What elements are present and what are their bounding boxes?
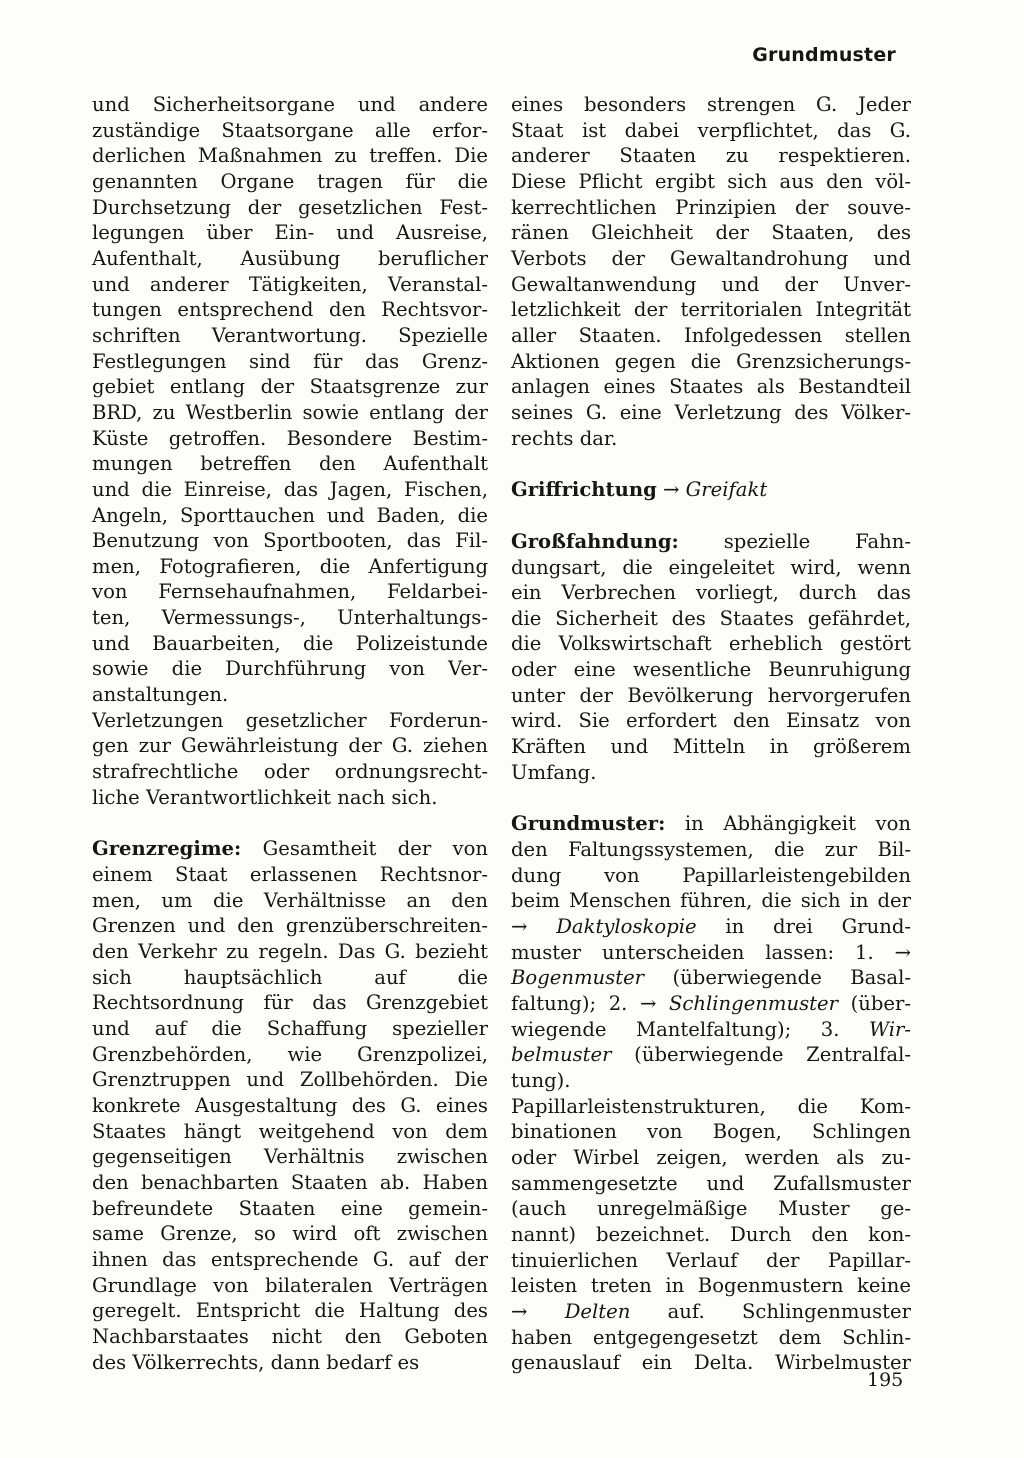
text-line: anlagen eines Staates als Bestandteil	[511, 375, 911, 399]
text-line: Gewaltanwendung und der Unver-	[511, 272, 911, 296]
text-line: eines besonders strengen G. Jeder	[511, 93, 911, 116]
paragraph-continuation	[511, 92, 911, 451]
text-line: anderer Staaten zu respektieren.	[511, 144, 911, 168]
text-line: befreundete Staaten eine gemein-	[92, 1196, 488, 1220]
text-line: den benachbarten Staaten ab. Haben	[92, 1170, 488, 1194]
text-line: Grundlage von bilateralen Verträgen	[92, 1273, 488, 1297]
paragraph-violations	[92, 708, 488, 811]
entry-grundmuster: Grundmuster: in Abhängigkeit von den Faltungssystemen, die zur Bil- dung von Papillarleistengebilden beim Menschen führen, die sich in der → Daktyloskopie in drei Grund- muster unterscheiden lassen: 1. → Bogenmuster (überwiegende Basal- faltung); 2. → Schlingenmuster (über- wiegende Mantelfaltung); 3. Wir- belmuster (überwiegende Zentralfal- tung).	[511, 812, 912, 1092]
arrow-icon: →	[511, 915, 557, 939]
text-line: mungen betreffen den Aufenthalt	[92, 452, 488, 476]
text-line: von Fernsehaufnahmen, Feldarbei-	[92, 580, 488, 604]
text-line: die Volkswirtschaft erheblich gestört	[511, 632, 911, 656]
entry-term: Großfahndung:	[511, 529, 679, 553]
paragraph-border-regulations	[92, 92, 488, 708]
entry-term: Grundmuster:	[511, 812, 666, 836]
page-number: 195	[867, 1369, 904, 1391]
text-line: und Bauarbeiten, die Polizeistunde	[92, 631, 488, 655]
text-line: Verletzungen gesetzlicher Forderun-	[92, 708, 488, 732]
cross-reference: belmuster	[511, 1043, 612, 1067]
text-line: strafrechtliche oder ordnungsrecht-	[92, 760, 488, 784]
cross-reference: Delten	[564, 1299, 631, 1323]
text-line: Angeln, Sporttauchen und Baden, die	[92, 503, 488, 527]
text-line: des Völkerrechts, dann bedarf es	[92, 1350, 420, 1374]
text-line: Grenzbehörden, wie Grenzpolizei,	[92, 1042, 488, 1066]
text-line: ein Verbrechen vorliegt, durch das	[511, 581, 911, 605]
arrow-icon: →	[656, 478, 686, 502]
text-line: ten, Vermessungs-, Unterhaltungs-	[92, 606, 488, 630]
text-line: Kräften und Mitteln in größerem	[511, 735, 911, 759]
cross-reference: Wir-	[868, 1017, 911, 1041]
left-column	[92, 92, 488, 1375]
text-line: Aktionen gegen die Grenzsicherungs-	[511, 349, 911, 373]
cross-reference: Greifakt	[685, 478, 768, 502]
text-line: liche Verantwortlichkeit nach sich.	[92, 785, 438, 809]
text-line: Umfang.	[511, 760, 597, 784]
text-line: oder eine wesentliche Beunruhigung	[511, 658, 911, 682]
text-line: Rechtsordnung für das Grenzgebiet	[92, 991, 488, 1015]
text-line: sich hauptsächlich auf die	[92, 965, 488, 989]
text-line: gen zur Gewährleistung der G. ziehen	[92, 734, 488, 758]
text-line: und anderer Tätigkeiten, Veranstal-	[92, 272, 488, 296]
cross-reference: Daktyloskopie	[556, 915, 697, 939]
text-line: Verbots der Gewaltandrohung und	[511, 246, 911, 270]
entry-term: Grenzregime:	[92, 837, 242, 861]
text-line: ränen Gleichheit der Staaten, des	[511, 221, 911, 245]
right-column	[511, 92, 911, 1376]
text-line: same Grenze, so wird oft zwischen	[92, 1222, 488, 1246]
text-line: Küste getroffen. Besondere Bestim-	[92, 426, 488, 450]
text-line: und Sicherheitsorgane und andere	[92, 93, 488, 116]
text-line: gegenseitigen Verhältnis zwischen	[92, 1145, 488, 1169]
text-line: Durchsetzung der gesetzlichen Fest-	[92, 195, 488, 219]
text-line: und auf die Schaffung spezieller	[92, 1016, 488, 1040]
running-head: Grundmuster	[752, 44, 896, 66]
cross-reference: Schlingenmuster	[669, 992, 839, 1015]
text-line: legungen über Ein- und Ausreise,	[92, 221, 488, 245]
text-line: tungen entsprechend den Rechtsvor-	[92, 298, 488, 322]
entry-griffrichtung	[511, 477, 911, 503]
text-line: rechts dar.	[511, 426, 618, 450]
cross-reference: Bogenmuster	[511, 966, 645, 990]
text-line: Nachbarstaates nicht den Geboten	[92, 1324, 488, 1348]
text-line: BRD, zu Westberlin sowie entlang der	[92, 400, 488, 424]
text-line: anstaltungen.	[92, 683, 229, 707]
text-line: Festlegungen sind für das Grenz-	[92, 349, 488, 373]
text-line: genannten Organe tragen für die	[92, 169, 488, 193]
text-line: sowie die Durchführung von Ver-	[92, 657, 488, 681]
text-line: kerrechtlichen Prinzipien der souve-	[511, 195, 911, 219]
text-line: letzlichkeit der territorialen Integrität	[511, 298, 911, 322]
text-line: Staates hängt weitgehend von dem	[92, 1119, 488, 1143]
text-line: aller Staaten. Infolgedessen stellen	[511, 323, 911, 347]
text-line: dungsart, die eingeleitet wird, wenn	[511, 555, 911, 579]
entry-grenzregime: Grenzregime: Gesamtheit der von einem Staat erlassenen Rechtsnor- men, um die Verhältnisse an den Grenzen und den grenzüberschreiten- den Verkehr zu regeln. Das G. bezieht sich hauptsächlich auf die Rechtsordnung für das Grenzgebiet und auf die Schaffung spezieller Grenzbehörden, wie Grenzpolizei, Grenztruppen und Zollbehörden. Die konkrete Ausgestaltung des G. eines Staates hängt weitgehend von dem gegenseitigen Verhältnis zwischen den benachbarten Staaten ab. Haben befreundete Staaten eine gemein- same Grenze, so wird oft zwischen ihnen das entsprechende G. auf der Grundlage von bilateralen Verträgen geregelt. Entspricht die Haltung des Nachbarstaates nicht den Geboten des Völkerrechts, dann bedarf es	[92, 837, 488, 1374]
text-line: zuständige Staatsorgane alle erfor-	[92, 118, 488, 142]
text-line: Staat ist dabei verpflichtet, das G.	[511, 118, 911, 142]
text-line: seines G. eine Verletzung des Völker-	[511, 400, 911, 424]
text-line: Aufenthalt, Ausübung beruflicher	[92, 246, 488, 270]
text-line: die Sicherheit des Staates gefährdet,	[511, 606, 911, 630]
text-line: ihnen das entsprechende G. auf der	[92, 1247, 488, 1271]
text-line: unter der Bevölkerung hervorgerufen	[511, 683, 911, 707]
text-line: Grenztruppen und Zollbehörden. Die	[92, 1068, 488, 1092]
paragraph-papillary-structures: Papillarleistenstrukturen, die Kom- binationen von Bogen, Schlingen oder Wirbel zeigen, werden als zu- sammengesetzte und Zufallsmuster (auch unregelmäßige Muster ge- nannt) bezeichnet. Durch den kon- tinuierlichen Verlauf der Papillar- leisten treten in Bogenmustern keine → Delten auf. Schlingenmuster haben entgegengesetzt dem Schlin- genauslauf ein Delta. Wirbelmuster	[511, 1094, 911, 1375]
text-line: konkrete Ausgestaltung des G. eines	[92, 1093, 488, 1117]
text-line: Benutzung von Sportbooten, das Fil-	[92, 529, 488, 553]
arrow-icon: →	[511, 1299, 565, 1323]
text-line: geregelt. Entspricht die Haltung des	[92, 1299, 488, 1323]
text-line: einem Staat erlassenen Rechtsnor-	[92, 863, 488, 887]
text-line: schriften Verantwortung. Spezielle	[92, 323, 488, 347]
text-line: derlichen Maßnahmen zu treffen. Die	[92, 144, 488, 168]
text-line: Diese Pflicht ergibt sich aus den völ-	[511, 169, 911, 193]
text-line: gebiet entlang der Staatsgrenze zur	[92, 375, 488, 399]
entry-term: Griffrichtung	[511, 478, 657, 502]
text-line: den Verkehr zu regeln. Das G. bezieht	[92, 940, 488, 963]
text-line: wird. Sie erfordert den Einsatz von	[511, 709, 911, 733]
entry-grossfahndung: Großfahndung: spezielle Fahn- dungsart, die eingeleitet wird, wenn ein Verbrechen vorliegt, durch das die Sicherheit des Staates gefährdet, die Volkswirtschaft erheblich gestört oder eine wesentliche Beunruhigung unter der Bevölkerung hervorgerufen wird. Sie erfordert den Einsatz von Kräften und Mitteln in größerem Umfang.	[511, 529, 911, 784]
text-line: Grenzen und den grenzüberschreiten-	[92, 914, 488, 938]
text-line: und die Einreise, das Jagen, Fischen,	[92, 477, 488, 501]
text-line: men, Fotografieren, die Anfertigung	[92, 554, 488, 578]
text-line: men, um die Verhältnisse an den	[92, 888, 488, 912]
